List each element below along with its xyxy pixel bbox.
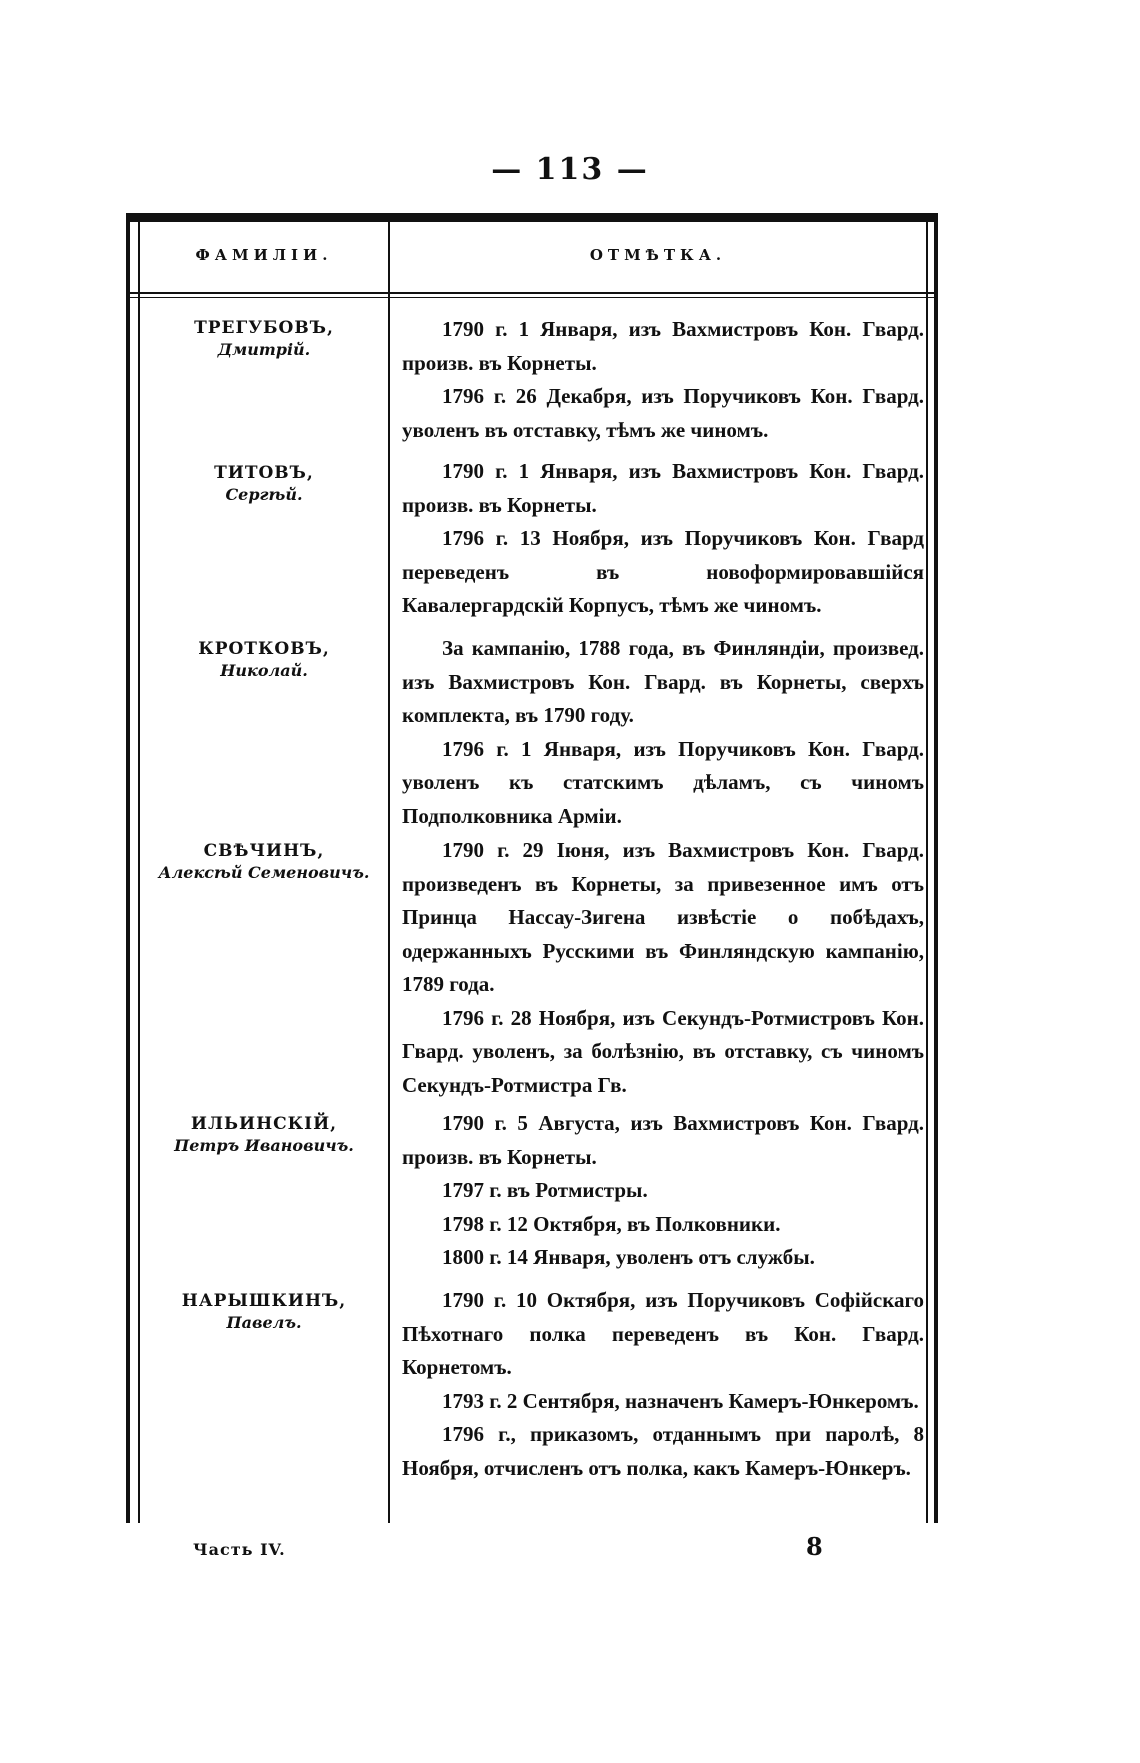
- given-name: Дмитрій.: [217, 340, 311, 359]
- entry-paragraph: 1797 г. въ Ротмистры.: [442, 1178, 648, 1202]
- given-name: Алексѣй Семеновичъ.: [158, 863, 370, 882]
- given-name: Сергѣй.: [225, 485, 303, 504]
- surname: ИЛЬИНСКІЙ,: [190, 1114, 338, 1134]
- entry-text: [402, 632, 924, 833]
- name-block: [140, 462, 388, 506]
- name-block: [140, 840, 388, 884]
- entry-paragraph: 1793 г. 2 Сентября, назначенъ Камеръ-Юнкеромъ.: [442, 1388, 919, 1413]
- entry-text: [402, 313, 924, 447]
- header-notes: ОТМѢТКА.: [589, 246, 727, 264]
- entry-paragraph: За кампанію, 1788 года, въ Финляндіи, произвед. изъ Вахмистровъ Кон. Гвард. въ Корнеты, сверхъ комплекта, въ 1790 году.: [402, 636, 924, 727]
- surname: КРОТКОВЪ,: [198, 639, 330, 659]
- entry-paragraph: 1798 г. 12 Октября, въ Полковники.: [442, 1211, 781, 1236]
- surname: ТРЕГУБОВЪ,: [194, 318, 334, 338]
- given-name: Павелъ.: [226, 1313, 302, 1332]
- entry-text: [402, 455, 924, 623]
- surname: НАРЫШКИНЪ,: [181, 1291, 347, 1311]
- footer-part: Часть IV.: [193, 1540, 286, 1559]
- entry-paragraph: 1790 г. 5 Августа, изъ Вахмистровъ Кон. Гвард. произв. въ Корнеты.: [402, 1111, 924, 1169]
- entry-paragraph: 1796 г. 13 Ноября, изъ Поручиковъ Кон. Гвард переведенъ въ новоформировавшійся Кавалергардскій Корпусъ, тѣмъ же чиномъ.: [402, 526, 924, 617]
- entry-paragraph: 1790 г. 29 Іюня, изъ Вахмистровъ Кон. Гвард. произведенъ въ Корнеты, за привезенное имъ отъ Принца Нассау-Зигена извѣстіе о побѣдахъ, одержанныхъ Русскими въ Финляндскую кампанію, 1789 года.: [402, 838, 924, 996]
- column-divider: [388, 222, 390, 1523]
- entry-paragraph: 1800 г. 14 Января, уволенъ отъ службы.: [442, 1245, 815, 1269]
- surname: СВѢЧИНЪ,: [203, 841, 325, 861]
- name-block: [140, 638, 388, 682]
- name-block: [140, 1290, 388, 1334]
- entry-text: [402, 1107, 924, 1275]
- surname: ТИТОВЪ,: [214, 463, 314, 483]
- given-name: Николай.: [220, 661, 308, 680]
- header-rule: [130, 292, 934, 294]
- page-number: — 113 —: [491, 152, 649, 187]
- entry-paragraph: 1796 г. 26 Декабря, изъ Поручиковъ Кон. Гвард. уволенъ въ отставку, тѣмъ же чиномъ.: [402, 384, 924, 442]
- header-names: ФАМИЛІИ.: [195, 246, 333, 264]
- entry-text: [402, 1284, 924, 1485]
- entry-text: [402, 834, 924, 1102]
- entry-paragraph: 1790 г. 1 Января, изъ Вахмистровъ Кон. Гвард. произв. въ Корнеты.: [402, 459, 924, 517]
- entry-paragraph: 1796 г. 1 Января, изъ Поручиковъ Кон. Гвард. уволенъ къ статскимъ дѣламъ, съ чиномъ Подполковника Арміи.: [402, 736, 924, 828]
- name-block: [140, 317, 388, 361]
- table-inner-right-rule: [926, 222, 928, 1523]
- entry-paragraph: 1796 г. 28 Ноября, изъ Секундъ-Ротмистровъ Кон. Гвард. уволенъ, за болѣзнію, въ отставку, съ чиномъ Секундъ-Ротмистра Гв.: [402, 1005, 924, 1097]
- header-rule-thin: [130, 297, 934, 298]
- footer-signature: 8: [806, 1532, 823, 1561]
- entry-paragraph: 1790 г. 1 Января, изъ Вахмистровъ Кон. Гвард. произв. въ Корнеты.: [402, 317, 924, 375]
- entry-paragraph: 1796 г., приказомъ, отданнымъ при паролѣ, 8 Ноября, отчисленъ отъ полка, какъ Камеръ-Юнкеръ.: [402, 1422, 924, 1480]
- entry-paragraph: 1790 г. 10 Октября, изъ Поручиковъ Софійскаго Пѣхотнаго полка переведенъ въ Кон. Гвард. Корнетомъ.: [402, 1288, 924, 1379]
- name-block: [140, 1113, 388, 1157]
- given-name: Петръ Ивановичъ.: [174, 1136, 354, 1155]
